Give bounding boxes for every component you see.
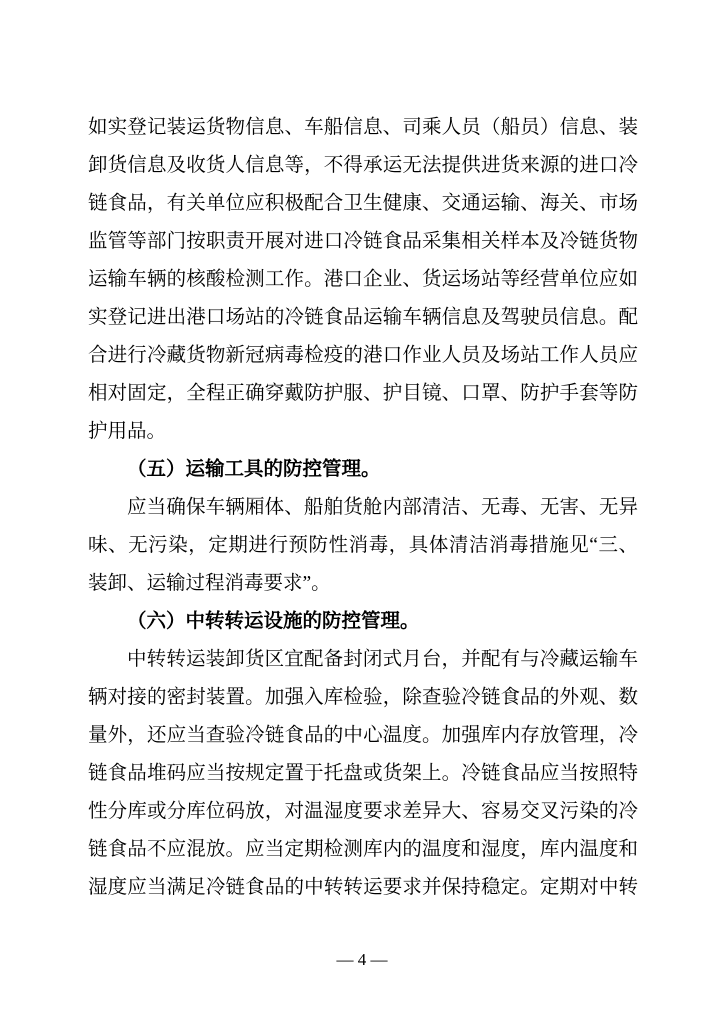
text-line: 湿度应当满足冷链食品的中转转运要求并保持稳定。定期对中转 (88, 877, 638, 898)
text-line: 运输车辆的核酸检测工作。港口企业、货运场站等经营单位应如 (88, 269, 638, 290)
text-line: 卸货信息及收货人信息等，不得承运无法提供进货来源的进口冷 (88, 155, 638, 176)
text-line: 性分库或分库位码放，对温湿度要求差异大、容易交叉污染的冷 (88, 801, 638, 822)
section-heading: （六）中转转运设施的防控管理。 (127, 611, 420, 632)
text-line: 相对固定，全程正确穿戴防护服、护目镜、口罩、防护手套等防 (88, 383, 638, 404)
text-line: 合进行冷藏货物新冠病毒检疫的港口作业人员及场站工作人员应 (88, 345, 638, 366)
text-line: 应当确保车辆厢体、船舶货舱内部清洁、无毒、无害、无异 (127, 497, 638, 518)
text-line: 辆对接的密封装置。加强入库检验，除查验冷链食品的外观、数 (88, 687, 638, 708)
document-body (88, 109, 638, 907)
text-line: 链食品不应混放。应当定期检测库内的温度和湿度，库内温度和 (88, 839, 638, 860)
text-line: 实登记进出港口场站的冷链食品运输车辆信息及驾驶员信息。配 (88, 307, 638, 328)
text-line: 中转转运装卸货区宜配备封闭式月台，并配有与冷藏运输车 (127, 649, 638, 670)
text-line: 护用品。 (88, 421, 167, 442)
text-line: 监管等部门按职责开展对进口冷链食品采集相关样本及冷链货物 (88, 231, 638, 252)
text-line: 装卸、运输过程消毒要求”。 (88, 573, 331, 594)
text-line: 链食品，有关单位应积极配合卫生健康、交通运输、海关、市场 (88, 193, 638, 214)
text-line: 如实登记装运货物信息、车船信息、司乘人员（船员）信息、装 (88, 117, 638, 138)
text-line: 链食品堆码应当按规定置于托盘或货架上。冷链食品应当按照特 (88, 763, 638, 784)
text-line: 味、无污染，定期进行预防性消毒，具体清洁消毒措施见“三、 (88, 535, 638, 556)
section-heading: （五）运输工具的防控管理。 (127, 459, 381, 480)
page-number: — 4 — (336, 950, 388, 969)
text-line: 量外，还应当查验冷链食品的中心温度。加强库内存放管理，冷 (88, 725, 638, 746)
